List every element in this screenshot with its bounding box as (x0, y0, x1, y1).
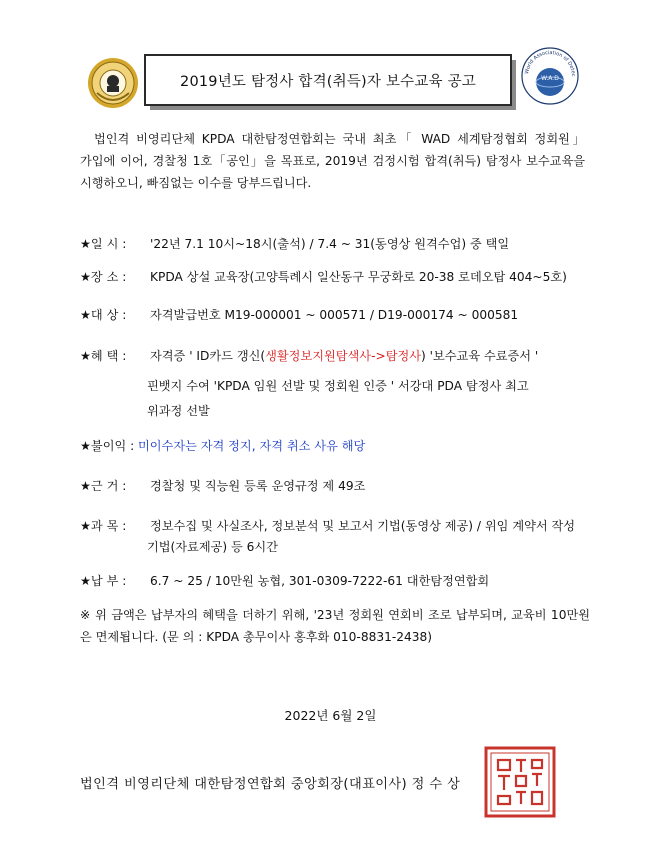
item-basis-label: ★근 거 : (80, 479, 127, 493)
item-benefit-line2: 핀뱃지 수여 'KPDA 임원 선발 및 정회원 인증 ' 서강대 PDA 탐정사 최고 (147, 379, 529, 393)
item-benefit-text-b: ) '보수교육 수료증서 ' (421, 349, 539, 363)
kpda-emblem-logo (87, 57, 139, 109)
item-target-label: ★대 상 : (80, 308, 127, 322)
item-payment-text: 6.7 ~ 25 / 10만원 농협, 301-0309-7222-61 대한탐정연합회 (150, 574, 490, 588)
item-payment (80, 570, 489, 592)
intro-paragraph: 법인격 비영리단체 KPDA 대한탐정연합회는 국내 최초「 WAD 세계탐정협회 정회원」가입에 이어, 경찰청 1호「공인」을 목표로, 2019년 검정시험 합격(취득) 탐정사 보수교육을 시행하오니, 빠짐없는 이수를 당부드립니다. (80, 132, 585, 190)
item-place (80, 266, 567, 288)
item-basis-text: 경찰청 및 직능원 등록 운영규정 제 49조 (150, 479, 366, 493)
item-payment-label: ★납 부 : (80, 574, 127, 588)
title-shadow-bottom (150, 106, 516, 110)
item-penalty-label: ★불이익 : (80, 439, 135, 453)
item-date-text: '22년 7.1 10시~18시(출석) / 7.4 ~ 31(동영상 원격수업) 중 택일 (150, 237, 510, 251)
wad-logo-ring-text: World Association of Detec (524, 49, 577, 77)
item-penalty-text: 미이수자는 자격 정지, 자격 취소 사유 해당 (138, 439, 366, 453)
signature-line: 법인격 비영리단체 대한탐정연합회 중앙회장(대표이사) 정 수 상 (80, 777, 461, 792)
title-shadow-right (512, 60, 516, 108)
item-subject (80, 515, 575, 537)
item-place-label: ★장 소 : (80, 270, 127, 284)
item-benefit-line3: 위과정 선발 (147, 404, 210, 418)
item-place-text: KPDA 상설 교육장(고양특례시 일산동구 무궁화로 20-38 로데오탑 404~5호) (150, 270, 567, 284)
item-benefit-text-red: 생활정보지원탐색사->탐정사 (265, 349, 422, 363)
page-title: 2019년도 탐정사 합격(취득)자 보수교육 공고 (144, 54, 512, 106)
item-benefit (80, 345, 538, 367)
wad-logo (520, 46, 580, 106)
item-date-label: ★일 시 : (80, 237, 127, 251)
item-benefit-text-a: 자격증 ' ID카드 갱신( (150, 349, 266, 363)
fee-note: ※ 위 금액은 납부자의 혜택을 더하기 위해, '23년 정회원 연회비 조로 납부되며, 교육비 10만원은 면제됩니다. (문 의 : KPDA 총무이사 홍후화 010-8831-2438) (80, 608, 590, 644)
item-date (80, 233, 509, 255)
item-target-text: 자격발급번호 M19-000001 ~ 000571 / D19-000174 ~ 000581 (150, 308, 519, 322)
item-basis (80, 475, 365, 497)
item-benefit-label: ★혜 택 : (80, 349, 127, 363)
issue-date: 2022년 6월 2일 (284, 708, 377, 723)
item-target (80, 304, 518, 326)
wad-logo-mark: W.A.D (541, 75, 559, 82)
official-seal-stamp (484, 746, 556, 818)
item-subject-label: ★과 목 : (80, 519, 127, 533)
item-subject-line1: 정보수집 및 사실조사, 정보분석 및 보고서 기법(동영상 제공) / 위임 계약서 작성 (150, 519, 576, 533)
item-subject-line2: 기법(자료제공) 등 6시간 (147, 540, 278, 554)
item-penalty (80, 435, 365, 457)
